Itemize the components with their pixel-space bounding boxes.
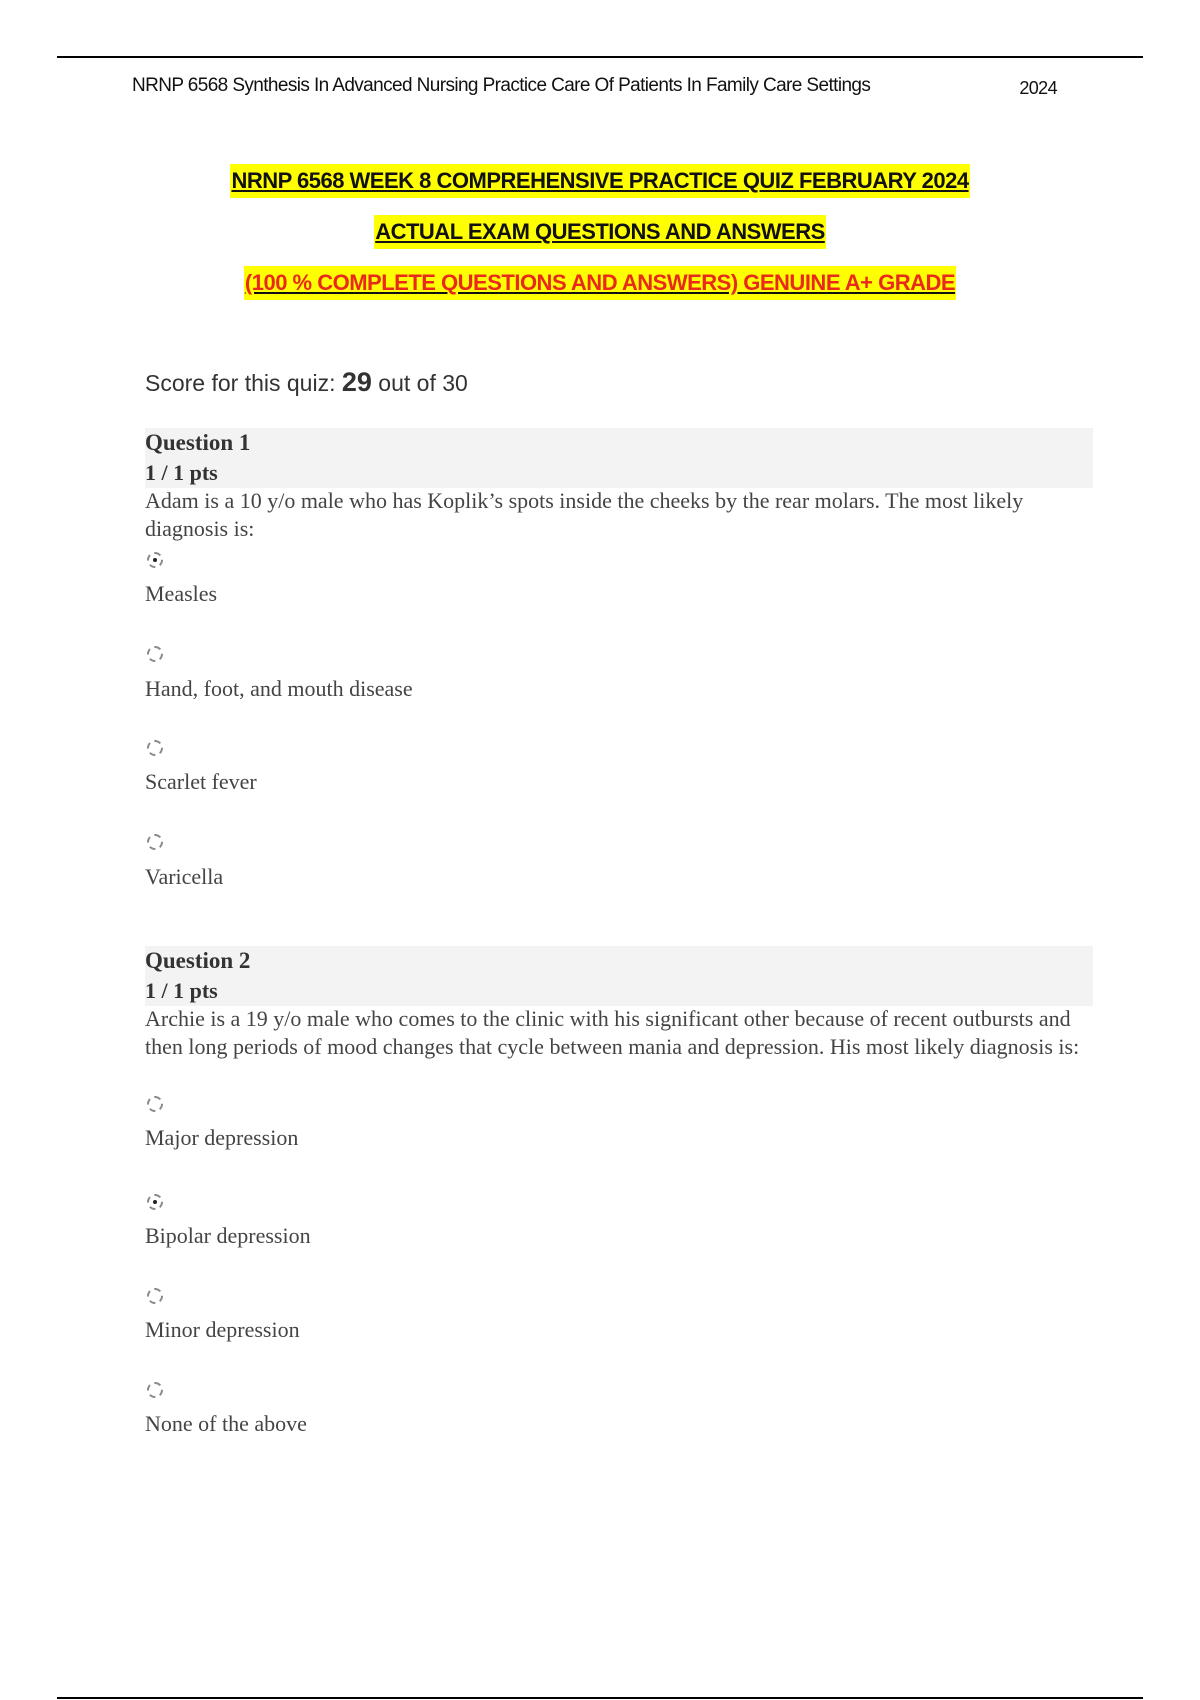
answer-option[interactable]: Measles xyxy=(145,581,218,606)
score-value: 29 xyxy=(341,367,372,397)
answer-option[interactable]: Scarlet fever xyxy=(145,769,257,794)
bottom-rule xyxy=(57,1697,1143,1699)
banner-line-2 xyxy=(0,215,1200,249)
banner-line-1 xyxy=(0,164,1200,198)
question-2-points: 1 / 1 pts xyxy=(145,978,218,1003)
radio-button[interactable] xyxy=(147,1096,163,1112)
course-title: NRNP 6568 Synthesis In Advanced Nursing Practice Care Of Patients In Family Care Settings xyxy=(132,75,871,96)
question-1-header xyxy=(145,428,1093,488)
quiz-score xyxy=(145,367,468,398)
question-1-title: Question 1 xyxy=(145,430,251,455)
answer-option[interactable]: Varicella xyxy=(145,864,224,889)
banner-line-3 xyxy=(0,266,1200,300)
score-suffix: out of 30 xyxy=(378,370,468,396)
score-label: Score for this quiz: xyxy=(145,370,336,396)
radio-button[interactable] xyxy=(147,1382,163,1398)
radio-button-selected[interactable] xyxy=(147,552,163,568)
banner-line-3-text: (100 % COMPLETE QUESTIONS AND ANSWERS) GENUINE A+ GRADE xyxy=(244,266,956,300)
answer-option[interactable]: Minor depression xyxy=(145,1317,300,1342)
question-1-points: 1 / 1 pts xyxy=(145,460,218,485)
radio-button[interactable] xyxy=(147,740,163,756)
answer-option[interactable]: None of the above xyxy=(145,1411,307,1436)
running-header xyxy=(132,72,1057,102)
question-2-text: Archie is a 19 y/o male who comes to the clinic with his significant other because of recent outbursts and then long periods of mood changes that cycle between mania and depression. His most likely diagnosis is: xyxy=(145,1006,1080,1059)
radio-button-selected[interactable] xyxy=(147,1194,163,1210)
answer-option[interactable]: Bipolar depression xyxy=(145,1223,311,1248)
question-2-header xyxy=(145,946,1093,1006)
answer-option[interactable]: Hand, foot, and mouth disease xyxy=(145,676,413,701)
banner-line-2-text: ACTUAL EXAM QUESTIONS AND ANSWERS xyxy=(374,215,826,249)
header-year: 2024 xyxy=(1019,78,1057,98)
radio-button[interactable] xyxy=(147,834,163,850)
answer-option[interactable]: Major depression xyxy=(145,1125,299,1150)
question-2-title: Question 2 xyxy=(145,948,251,973)
radio-button[interactable] xyxy=(147,646,163,662)
question-1-text: Adam is a 10 y/o male who has Koplik’s spots inside the cheeks by the rear molars. The most likely diagnosis is: xyxy=(145,488,1024,541)
radio-button[interactable] xyxy=(147,1288,163,1304)
top-rule xyxy=(57,56,1143,58)
banner-line-1-text: NRNP 6568 WEEK 8 COMPREHENSIVE PRACTICE QUIZ FEBRUARY 2024 xyxy=(230,164,969,198)
